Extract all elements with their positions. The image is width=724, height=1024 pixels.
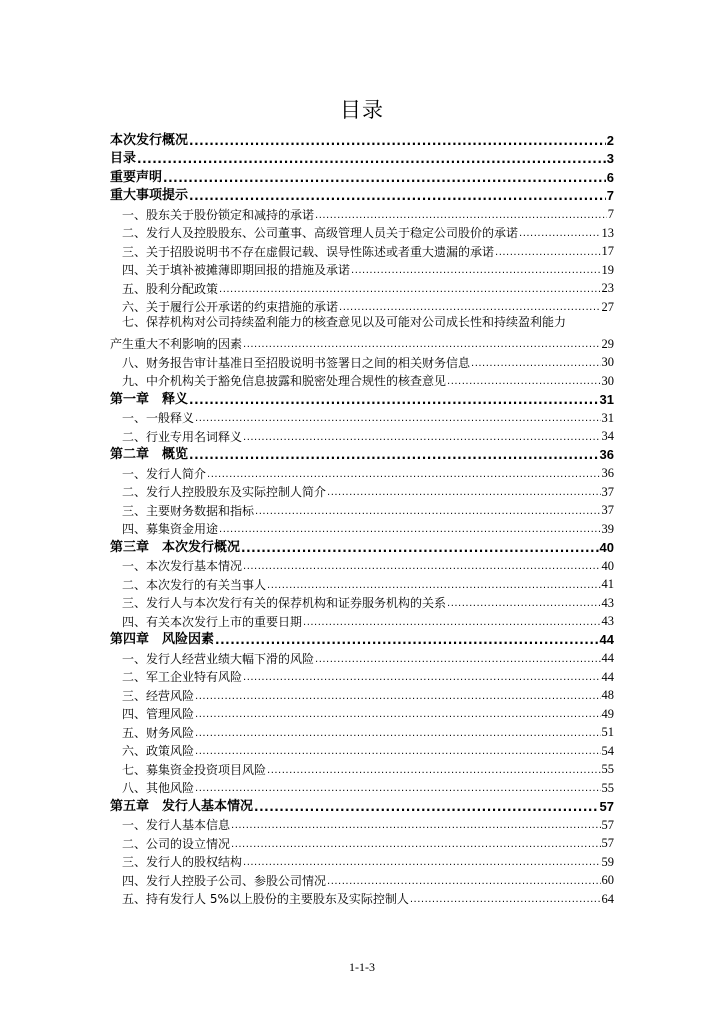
toc-section-entry[interactable]	[110, 369, 614, 388]
toc-leader-dots	[243, 858, 600, 868]
toc-entry-label: 四、有关本次发行上市的重要日期	[122, 614, 303, 629]
toc-page-number: 27	[601, 299, 614, 314]
toc-leader-dots	[339, 303, 600, 313]
toc-leader-dots	[137, 153, 606, 165]
toc-page-number: 44	[599, 632, 614, 647]
toc-section-entry[interactable]	[110, 776, 614, 795]
toc-entry-label: 第四章 风险因素	[110, 632, 215, 647]
toc-page-number: 37	[601, 503, 614, 517]
toc-section-entry[interactable]	[110, 202, 614, 221]
page-number-footer: 1-1-3	[349, 960, 375, 974]
toc-entry-label: 七、募集资金投资项目风险	[122, 762, 267, 777]
toc-page-number: 31	[599, 391, 614, 407]
toc-section-entry[interactable]	[110, 276, 614, 295]
toc-leader-dots	[327, 488, 600, 498]
toc-leader-dots	[189, 449, 599, 461]
toc-section-entry[interactable]	[110, 554, 614, 573]
toc-entry-label: 一、发行人基本信息	[122, 818, 231, 832]
toc-leader-dots	[219, 525, 600, 535]
toc-entry-label: 二、军工企业特有风险	[122, 670, 243, 684]
toc-section-entry[interactable]	[110, 461, 614, 480]
toc-page-number: 19	[601, 262, 614, 277]
toc-page-number: 37	[601, 484, 614, 499]
toc-entry-label: 第一章 释义	[110, 391, 189, 407]
toc-entry-label: 产生重大不利影响的因素	[110, 337, 243, 351]
toc-page-number: 36	[601, 466, 614, 480]
toc-page-number: 36	[599, 447, 614, 462]
toc-entry-label: 三、发行人的股权结构	[122, 855, 243, 869]
toc-entry-label: 六、关于履行公开承诺的约束措施的承诺	[122, 300, 339, 314]
toc-leader-dots	[195, 729, 600, 739]
toc-section-entry[interactable]	[110, 665, 614, 684]
toc-leader-dots	[207, 470, 600, 480]
toc-leader-dots	[315, 655, 600, 665]
toc-entry-label: 三、关于招股说明书不存在虚假记载、误导性陈述或者重大遗漏的承诺	[122, 244, 495, 259]
toc-leader-dots	[471, 359, 600, 369]
toc-entry-label: 五、财务风险	[122, 725, 195, 740]
toc-entry-label: 一、发行人经营业绩大幅下滑的风险	[122, 651, 315, 666]
toc-leader-dots	[241, 542, 599, 554]
toc-entry-label: 二、发行人及控股股东、公司董事、高级管理人员关于稳定公司股价的承诺	[122, 226, 519, 240]
toc-leader-dots	[267, 766, 600, 776]
toc-section-entry[interactable]	[110, 683, 614, 702]
toc-section-entry[interactable]	[110, 332, 614, 351]
toc-leader-dots	[243, 340, 600, 350]
toc-page-number: 41	[601, 577, 614, 591]
toc-leader-dots	[219, 285, 600, 295]
toc-section-entry[interactable]	[110, 868, 614, 887]
toc-leader-dots	[243, 433, 600, 443]
toc-section-entry[interactable]	[110, 258, 614, 277]
toc-page-number: 51	[601, 725, 614, 739]
toc-entry-label: 目录	[110, 151, 137, 166]
toc-entry-label: 本次发行概况	[110, 132, 189, 148]
toc-section-entry[interactable]	[110, 498, 614, 517]
toc-leader-dots	[215, 634, 599, 646]
toc-entry-continuation[interactable]: 七、保荐机构对公司持续盈利能力的核查意见以及可能对公司成长性和持续盈利能力	[122, 315, 567, 329]
toc-leader-dots	[519, 229, 600, 239]
toc-section-entry[interactable]	[110, 887, 614, 906]
toc-section-entry[interactable]	[110, 221, 614, 240]
toc-chapter-entry[interactable]	[110, 165, 614, 184]
toc-page-number: 48	[601, 688, 614, 702]
toc-leader-dots	[327, 877, 600, 887]
toc-entry-label: 一、本次发行基本情况	[122, 559, 243, 573]
toc-page-number: 64	[601, 891, 614, 906]
toc-entry-label: 二、行业专用名词释义	[122, 429, 243, 444]
toc-entry-label: 五、股利分配政策	[122, 281, 219, 296]
toc-page-number: 34	[601, 429, 614, 443]
toc-title: 目录	[340, 98, 384, 122]
toc-page-number: 57	[601, 817, 614, 832]
toc-page-number: 2	[606, 132, 614, 148]
toc-entry-label: 一、发行人简介	[122, 466, 207, 481]
toc-leader-dots	[351, 266, 600, 276]
toc-page-number: 13	[601, 225, 614, 240]
toc-leader-dots	[303, 618, 600, 628]
toc-entry-label: 五、持有发行人 5%以上股份的主要股东及实际控制人	[122, 892, 409, 906]
toc-entry-label: 二、本次发行的有关当事人	[122, 577, 267, 592]
toc-page-number: 57	[601, 836, 614, 850]
toc-page-number: 49	[601, 706, 614, 721]
toc-page-number: 54	[601, 743, 614, 758]
toc-leader-dots	[189, 190, 606, 202]
toc-chapter-entry[interactable]	[110, 443, 614, 462]
toc-entry-label: 三、经营风险	[122, 688, 195, 703]
toc-section-entry[interactable]	[110, 831, 614, 850]
toc-entry-label: 九、中介机构关于豁免信息披露和脱密处理合规性的核查意见	[122, 374, 447, 388]
toc-section-entry[interactable]	[110, 739, 614, 758]
toc-page-number: 6	[606, 169, 614, 185]
toc-section-entry[interactable]	[110, 646, 614, 665]
toc-page-number: 59	[601, 854, 614, 869]
toc-chapter-entry[interactable]	[110, 387, 614, 406]
toc-leader-dots	[447, 599, 600, 609]
toc-page-number: 44	[601, 651, 614, 665]
toc-page-number: 17	[601, 244, 614, 258]
toc-page-number: 55	[601, 762, 614, 776]
toc-section-entry[interactable]	[110, 480, 614, 499]
toc-entry-label: 第三章 本次发行概况	[110, 539, 241, 555]
toc-leader-dots	[243, 673, 600, 683]
toc-entry-label: 二、公司的设立情况	[122, 836, 231, 851]
toc-leader-dots	[189, 394, 599, 406]
toc-leader-dots	[243, 562, 600, 572]
toc-leader-dots	[163, 172, 606, 184]
toc-leader-dots	[195, 414, 600, 424]
toc-section-entry[interactable]	[110, 850, 614, 869]
toc-section-entry[interactable]	[110, 239, 614, 258]
toc-entry-label: 重大事项提示	[110, 188, 189, 203]
toc-leader-dots	[195, 747, 600, 757]
toc-entry-label: 第五章 发行人基本情况	[110, 798, 254, 814]
toc-entry-label: 第二章 概览	[110, 447, 189, 462]
toc-leader-dots	[447, 377, 600, 387]
toc-page-number: 40	[601, 558, 614, 573]
toc-leader-dots	[315, 211, 607, 221]
toc-section-entry[interactable]	[110, 609, 614, 628]
toc-page-number: 3	[606, 151, 614, 166]
toc-page-number: 30	[601, 373, 614, 388]
toc-page-number: 31	[601, 410, 614, 425]
toc-entry-label: 二、发行人控股股东及实际控制人简介	[122, 485, 327, 499]
toc-leader-dots	[231, 840, 600, 850]
toc-entry-label: 四、募集资金用途	[122, 522, 219, 536]
toc-page-number: 43	[601, 614, 614, 628]
toc-page-number: 23	[601, 281, 614, 295]
toc-section-entry[interactable]	[110, 406, 614, 425]
toc-page-number: 39	[601, 521, 614, 536]
toc-page-number: 44	[601, 669, 614, 684]
toc-section-entry[interactable]	[110, 572, 614, 591]
toc-section-entry[interactable]	[110, 702, 614, 721]
toc-section-entry[interactable]	[110, 813, 614, 832]
toc-leader-dots	[195, 692, 600, 702]
toc-chapter-entry[interactable]	[110, 184, 614, 203]
toc-section-entry[interactable]	[110, 350, 614, 369]
toc-chapter-entry[interactable]	[110, 535, 614, 554]
toc-leader-dots	[195, 784, 600, 794]
toc-page-number: 7	[606, 188, 614, 203]
toc-section-entry[interactable]	[110, 295, 614, 314]
toc-section-entry[interactable]	[110, 424, 614, 443]
toc-entry-label: 四、关于填补被摊薄即期回报的措施及承诺	[122, 263, 351, 277]
toc-page-number: 43	[601, 595, 614, 610]
toc-section-entry[interactable]	[110, 757, 614, 776]
toc-leader-dots	[410, 895, 601, 905]
toc-leader-dots	[495, 248, 600, 258]
toc-page-number: 60	[601, 873, 614, 887]
toc-entry-label: 八、其他风险	[122, 781, 195, 795]
toc-leader-dots	[267, 581, 600, 591]
toc-chapter-entry[interactable]	[110, 128, 614, 147]
toc-entry-label: 八、财务报告审计基准日至招股说明书签署日之间的相关财务信息	[122, 355, 471, 370]
toc-entry-label: 一、一般释义	[122, 411, 195, 425]
toc-leader-dots	[255, 507, 600, 517]
toc-leader-dots	[254, 801, 599, 813]
toc-chapter-entry[interactable]	[110, 794, 614, 813]
toc-entry-label: 重要声明	[110, 169, 163, 185]
toc-entry-label: 四、发行人控股子公司、参股公司情况	[122, 873, 327, 888]
toc-entry-label: 三、主要财务数据和指标	[122, 503, 255, 518]
toc-leader-dots	[231, 821, 600, 831]
toc-page-number: 55	[601, 780, 614, 795]
toc-entry-label: 四、管理风险	[122, 707, 195, 721]
toc-section-entry[interactable]	[110, 517, 614, 536]
toc-leader-dots	[189, 135, 606, 147]
toc-page-number: 40	[599, 539, 614, 555]
toc-entry-label: 一、股东关于股份锁定和减持的承诺	[122, 207, 315, 222]
toc-page-number: 29	[601, 336, 614, 351]
toc-page-number: 57	[599, 798, 614, 814]
toc-entry-label: 六、政策风险	[122, 744, 195, 758]
toc-section-entry[interactable]	[110, 591, 614, 610]
toc-section-entry[interactable]	[110, 720, 614, 739]
toc-leader-dots	[195, 710, 600, 720]
toc-chapter-entry[interactable]	[110, 628, 614, 647]
toc-entry-label: 三、发行人与本次发行有关的保荐机构和证券服务机构的关系	[122, 596, 447, 610]
toc-page-number: 7	[607, 207, 614, 221]
toc-page-number: 30	[601, 355, 614, 369]
toc-chapter-entry[interactable]	[110, 147, 614, 166]
table-of-contents	[110, 128, 614, 905]
